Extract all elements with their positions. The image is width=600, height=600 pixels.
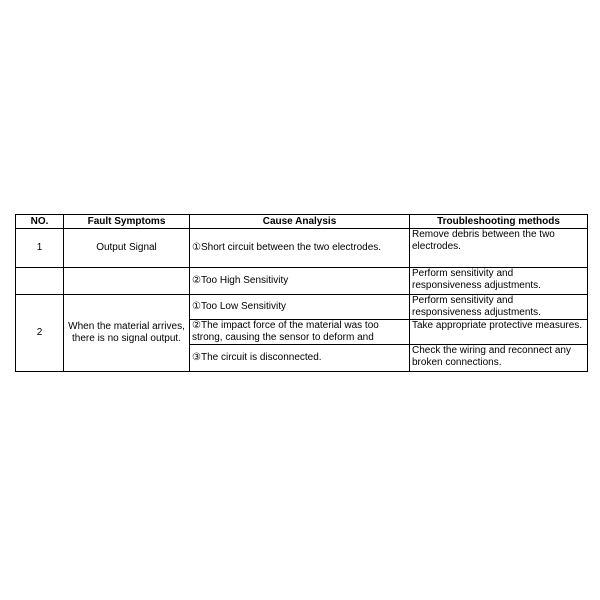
- cell-no: 2: [16, 295, 64, 372]
- cell-method: Remove debris between the two electrodes.: [410, 229, 588, 268]
- header-troubleshooting-methods: Troubleshooting methods: [410, 215, 588, 229]
- cell-cause: [190, 320, 410, 345]
- table-row: [16, 295, 588, 320]
- cell-fault-symptom: [64, 268, 190, 295]
- header-cause-analysis: Cause Analysis: [190, 215, 410, 229]
- header-fault-symptoms: Fault Symptoms: [64, 215, 190, 229]
- cell-fault-symptom: Output Signal: [64, 229, 190, 268]
- cell-method: Perform sensitivity and responsiveness adjustments.: [410, 268, 588, 295]
- table-row: [16, 229, 588, 268]
- header-no: NO.: [16, 215, 64, 229]
- cell-cause-text: ②The impact force of the material was too strong, causing the sensor to deform and: [192, 320, 379, 343]
- cell-method: Perform sensitivity and responsiveness adjustments.: [410, 295, 588, 320]
- cell-method: Take appropriate protective measures.: [410, 320, 588, 345]
- cell-fault-symptom: When the material arrives, there is no signal output.: [64, 295, 190, 372]
- cell-no: [16, 268, 64, 295]
- table-row: [16, 268, 588, 295]
- troubleshooting-table: [15, 214, 588, 372]
- table-header-row: [16, 215, 588, 229]
- cell-cause: ③The circuit is disconnected.: [190, 345, 410, 372]
- cell-cause: ①Too Low Sensitivity: [190, 295, 410, 320]
- cell-no: 1: [16, 229, 64, 268]
- cell-cause: ②Too High Sensitivity: [190, 268, 410, 295]
- cell-method: Check the wiring and reconnect any broken connections.: [410, 345, 588, 372]
- troubleshooting-table-container: [15, 214, 587, 372]
- cell-cause: ①Short circuit between the two electrodes.: [190, 229, 410, 268]
